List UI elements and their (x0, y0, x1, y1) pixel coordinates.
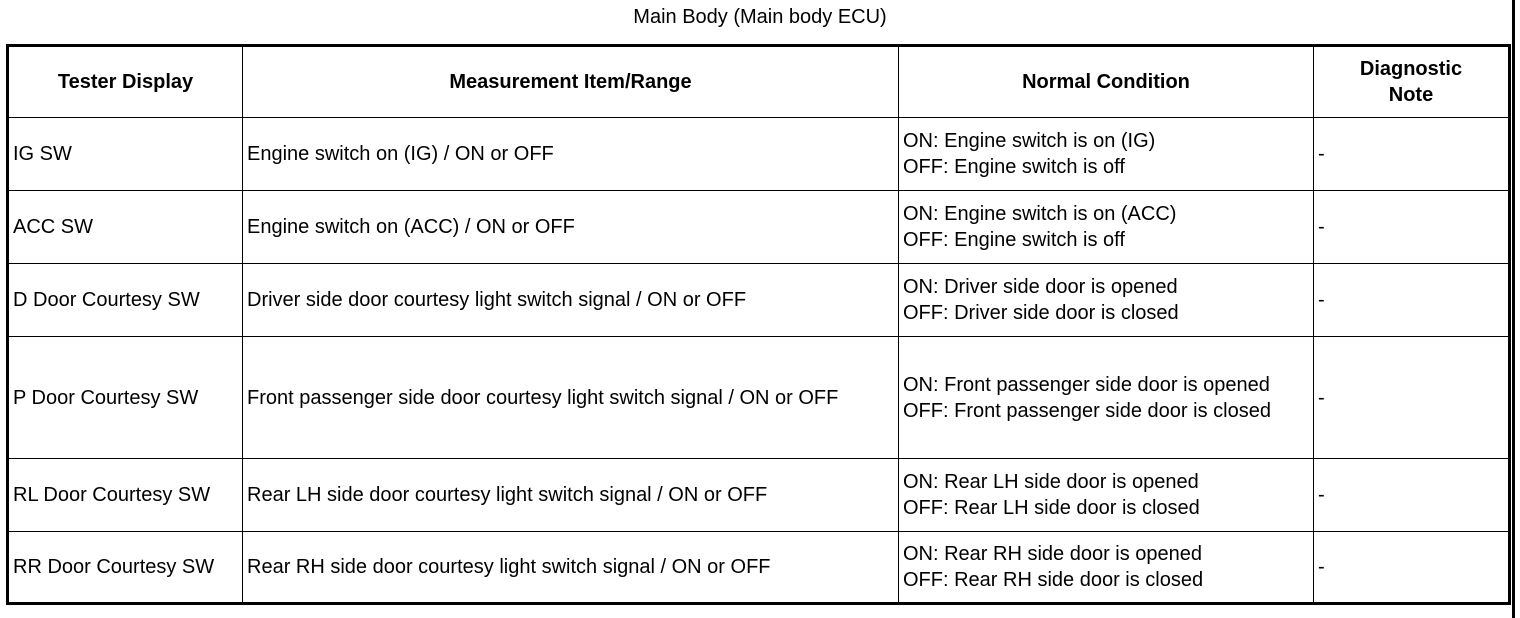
cell-measurement-item: Rear RH side door courtesy light switch signal / ON or OFF (243, 532, 899, 604)
cell-measurement-item: Engine switch on (IG) / ON or OFF (243, 118, 899, 191)
column-header-diagnostic-note-line2: Note (1388, 84, 1434, 106)
cell-tester-display: IG SW (8, 118, 243, 191)
normal-condition-off: OFF: Driver side door is closed (903, 302, 1179, 324)
table-row (8, 118, 1510, 191)
cell-tester-display: RL Door Courtesy SW (8, 459, 243, 532)
normal-condition-off: OFF: Front passenger side door is closed (903, 399, 1271, 422)
normal-condition-on: ON: Engine switch is on (ACC) (903, 203, 1177, 225)
cell-normal-condition (899, 264, 1314, 337)
normal-condition-on: ON: Driver side door is opened (903, 276, 1178, 298)
cell-tester-display: RR Door Courtesy SW (8, 532, 243, 604)
cell-diagnostic-note: - (1314, 337, 1510, 459)
cell-normal-condition (899, 459, 1314, 532)
cell-measurement-item: Engine switch on (ACC) / ON or OFF (243, 191, 899, 264)
cell-diagnostic-note: - (1314, 118, 1510, 191)
normal-condition-off: OFF: Rear RH side door is closed (903, 569, 1204, 591)
column-header-diagnostic-note-line1: Diagnostic (1359, 58, 1463, 80)
normal-condition-off: OFF: Engine switch is off (903, 156, 1125, 178)
table-row (8, 337, 1510, 459)
cell-measurement-item: Front passenger side door courtesy light switch signal / ON or OFF (243, 337, 899, 459)
table-row (8, 191, 1510, 264)
cell-diagnostic-note: - (1314, 264, 1510, 337)
cell-normal-condition (899, 118, 1314, 191)
cell-diagnostic-note: - (1314, 459, 1510, 532)
cell-tester-display: P Door Courtesy SW (8, 337, 243, 459)
cell-normal-condition (899, 337, 1314, 459)
table-row (8, 459, 1510, 532)
table-caption: Main Body (Main body ECU) (633, 6, 887, 28)
cell-measurement-item: Driver side door courtesy light switch signal / ON or OFF (243, 264, 899, 337)
table-row (8, 264, 1510, 337)
normal-condition-on: ON: Rear LH side door is opened (903, 471, 1199, 493)
page-right-border (1512, 0, 1515, 618)
data-list-table (6, 44, 1511, 605)
normal-condition-off: OFF: Rear LH side door is closed (903, 497, 1200, 519)
column-header-normal-condition: Normal Condition (899, 46, 1314, 118)
cell-normal-condition (899, 191, 1314, 264)
cell-measurement-item: Rear LH side door courtesy light switch signal / ON or OFF (243, 459, 899, 532)
column-header-diagnostic-note (1314, 46, 1510, 118)
cell-diagnostic-note: - (1314, 532, 1510, 604)
column-header-tester-display: Tester Display (8, 46, 243, 118)
normal-condition-on: ON: Front passenger side door is opened (903, 373, 1270, 396)
table-header-row (8, 46, 1510, 118)
normal-condition-on: ON: Engine switch is on (IG) (903, 130, 1156, 152)
normal-condition-off: OFF: Engine switch is off (903, 229, 1125, 251)
cell-normal-condition (899, 532, 1314, 604)
column-header-measurement-item: Measurement Item/Range (243, 46, 899, 118)
cell-diagnostic-note: - (1314, 191, 1510, 264)
table-row (8, 532, 1510, 604)
cell-tester-display: D Door Courtesy SW (8, 264, 243, 337)
cell-tester-display: ACC SW (8, 191, 243, 264)
normal-condition-on: ON: Rear RH side door is opened (903, 543, 1203, 565)
